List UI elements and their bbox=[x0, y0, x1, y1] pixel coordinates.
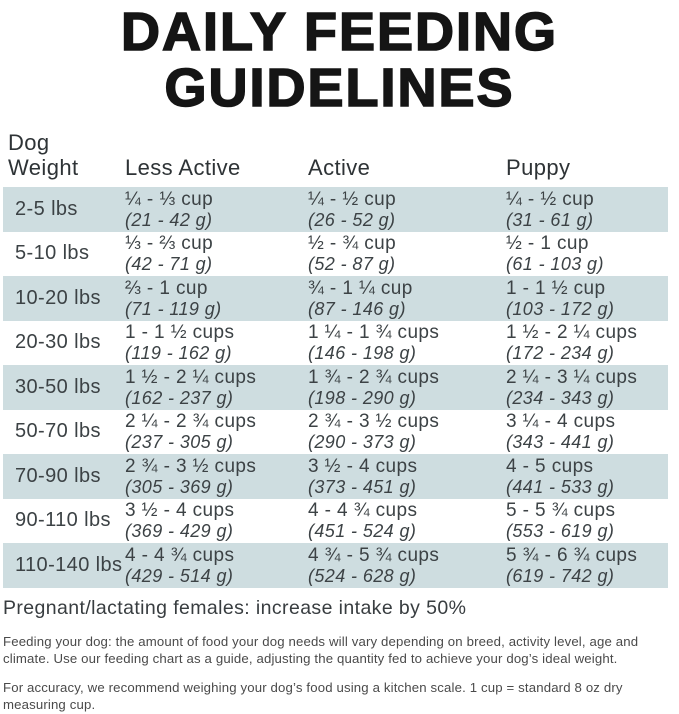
grams-amount: (290 - 373 g) bbox=[308, 432, 417, 453]
weight-cell: 5-10 lbs bbox=[15, 242, 90, 265]
cups-amount: 5 - 5 ¾ cups bbox=[506, 500, 616, 522]
page-title-line2: GUIDELINES bbox=[164, 58, 515, 118]
cups-amount: 1 ¼ - 1 ¾ cups bbox=[308, 322, 440, 344]
puppy-cell bbox=[506, 232, 668, 275]
weight-cell: 110-140 lbs bbox=[15, 553, 123, 576]
weight-cell: 2-5 lbs bbox=[15, 197, 78, 220]
grams-amount: (119 - 162 g) bbox=[125, 343, 232, 364]
grams-amount: (343 - 441 g) bbox=[506, 432, 615, 453]
cups-amount: ¼ - ½ cup bbox=[308, 188, 397, 210]
table-row bbox=[3, 365, 668, 410]
cups-amount: 3 ½ - 4 cups bbox=[125, 500, 235, 522]
puppy-cell bbox=[506, 544, 668, 587]
grams-amount: (52 - 87 g) bbox=[308, 254, 396, 275]
less-active-cell bbox=[125, 321, 308, 364]
column-header-puppy: Puppy bbox=[506, 155, 571, 180]
grams-amount: (524 - 628 g) bbox=[308, 565, 417, 586]
table-row bbox=[3, 410, 668, 455]
table-row bbox=[3, 187, 668, 232]
cups-amount: 2 ¾ - 3 ½ cups bbox=[125, 455, 257, 477]
grams-amount: (619 - 742 g) bbox=[506, 565, 615, 586]
less-active-cell bbox=[125, 232, 308, 275]
cups-amount: ½ - ¾ cup bbox=[308, 233, 397, 255]
grams-amount: (553 - 619 g) bbox=[506, 521, 615, 542]
grams-amount: (42 - 71 g) bbox=[125, 254, 213, 275]
cups-amount: 1 ¾ - 2 ¾ cups bbox=[308, 366, 440, 388]
grams-amount: (373 - 451 g) bbox=[308, 476, 417, 497]
column-header-less-active: Less Active bbox=[125, 155, 241, 180]
puppy-cell bbox=[506, 455, 668, 498]
puppy-cell bbox=[506, 277, 668, 320]
table-row bbox=[3, 321, 668, 366]
column-header-dog-weight-line2: Weight bbox=[8, 155, 79, 180]
cups-amount: ⅔ - 1 cup bbox=[125, 277, 208, 299]
cups-amount: 3 ½ - 4 cups bbox=[308, 455, 418, 477]
cups-amount: 1 ½ - 2 ¼ cups bbox=[125, 366, 257, 388]
grams-amount: (429 - 514 g) bbox=[125, 565, 234, 586]
column-header-active: Active bbox=[308, 155, 371, 180]
table-row bbox=[3, 499, 668, 544]
active-cell bbox=[308, 366, 506, 409]
grams-amount: (172 - 234 g) bbox=[506, 343, 615, 364]
weight-cell: 50-70 lbs bbox=[15, 420, 101, 443]
active-cell bbox=[308, 321, 506, 364]
active-cell bbox=[308, 188, 506, 231]
grams-amount: (87 - 146 g) bbox=[308, 298, 406, 319]
cups-amount: ⅓ - ⅔ cup bbox=[125, 233, 214, 255]
page-title-line1: DAILY FEEDING bbox=[120, 2, 559, 62]
less-active-cell bbox=[125, 499, 308, 542]
cups-amount: 1 ½ - 2 ¼ cups bbox=[506, 322, 638, 344]
cups-amount: 3 ¼ - 4 cups bbox=[506, 411, 616, 433]
grams-amount: (31 - 61 g) bbox=[506, 209, 594, 230]
pregnant-note: Pregnant/lactating females: increase intake by 50% bbox=[3, 596, 467, 619]
table-row bbox=[3, 232, 668, 277]
weight-cell: 30-50 lbs bbox=[15, 375, 101, 398]
table-row bbox=[3, 454, 668, 499]
less-active-cell bbox=[125, 544, 308, 587]
grams-amount: (441 - 533 g) bbox=[506, 476, 615, 497]
puppy-cell bbox=[506, 499, 668, 542]
feeding-table bbox=[3, 187, 668, 588]
puppy-cell bbox=[506, 321, 668, 364]
active-cell bbox=[308, 544, 506, 587]
page-title bbox=[0, 0, 679, 116]
active-cell bbox=[308, 455, 506, 498]
grams-amount: (198 - 290 g) bbox=[308, 387, 417, 408]
puppy-cell bbox=[506, 366, 668, 409]
grams-amount: (369 - 429 g) bbox=[125, 521, 234, 542]
column-header-dog-weight bbox=[3, 130, 125, 180]
grams-amount: (234 - 343 g) bbox=[506, 387, 615, 408]
feeding-note: Feeding your dog: the amount of food your dog needs will vary depending on breed, activity level, age and climate. Use our feeding chart as a guide, adjusting the quantity fed to achieve your dog’s ideal weight. bbox=[3, 633, 639, 666]
puppy-cell bbox=[506, 188, 668, 231]
cups-amount: 1 - 1 ½ cup bbox=[506, 277, 606, 299]
weight-cell: 70-90 lbs bbox=[15, 464, 101, 487]
cups-amount: 4 - 4 ¾ cups bbox=[308, 500, 418, 522]
grams-amount: (146 - 198 g) bbox=[308, 343, 417, 364]
cups-amount: ¾ - 1 ¼ cup bbox=[308, 277, 413, 299]
active-cell bbox=[308, 499, 506, 542]
cups-amount: ¼ - ⅓ cup bbox=[125, 188, 214, 210]
active-cell bbox=[308, 277, 506, 320]
weight-cell: 20-30 lbs bbox=[15, 331, 101, 354]
cups-amount: ½ - 1 cup bbox=[506, 233, 589, 255]
weight-cell: 90-110 lbs bbox=[15, 509, 111, 532]
less-active-cell bbox=[125, 188, 308, 231]
weight-cell: 10-20 lbs bbox=[15, 286, 101, 309]
table-row bbox=[3, 543, 668, 588]
grams-amount: (162 - 237 g) bbox=[125, 387, 234, 408]
cups-amount: 1 - 1 ½ cups bbox=[125, 322, 235, 344]
grams-amount: (71 - 119 g) bbox=[125, 298, 222, 319]
grams-amount: (237 - 305 g) bbox=[125, 432, 234, 453]
accuracy-note: For accuracy, we recommend weighing your dog’s food using a kitchen scale. 1 cup = standard 8 oz dry measuring cup. bbox=[3, 679, 623, 712]
grams-amount: (26 - 52 g) bbox=[308, 209, 396, 230]
grams-amount: (61 - 103 g) bbox=[506, 254, 604, 275]
grams-amount: (103 - 172 g) bbox=[506, 298, 615, 319]
less-active-cell bbox=[125, 366, 308, 409]
cups-amount: 2 ¾ - 3 ½ cups bbox=[308, 411, 440, 433]
table-header bbox=[3, 130, 668, 180]
grams-amount: (305 - 369 g) bbox=[125, 476, 234, 497]
active-cell bbox=[308, 410, 506, 453]
table-row bbox=[3, 276, 668, 321]
cups-amount: 2 ¼ - 2 ¾ cups bbox=[125, 411, 257, 433]
grams-amount: (21 - 42 g) bbox=[125, 209, 213, 230]
less-active-cell bbox=[125, 455, 308, 498]
cups-amount: 2 ¼ - 3 ¼ cups bbox=[506, 366, 638, 388]
less-active-cell bbox=[125, 277, 308, 320]
column-header-dog-weight-line1: Dog bbox=[8, 130, 50, 155]
less-active-cell bbox=[125, 410, 308, 453]
cups-amount: ¼ - ½ cup bbox=[506, 188, 595, 210]
cups-amount: 4 - 4 ¾ cups bbox=[125, 544, 235, 566]
cups-amount: 5 ¾ - 6 ¾ cups bbox=[506, 544, 638, 566]
grams-amount: (451 - 524 g) bbox=[308, 521, 417, 542]
cups-amount: 4 ¾ - 5 ¾ cups bbox=[308, 544, 440, 566]
active-cell bbox=[308, 232, 506, 275]
puppy-cell bbox=[506, 410, 668, 453]
cups-amount: 4 - 5 cups bbox=[506, 455, 594, 477]
